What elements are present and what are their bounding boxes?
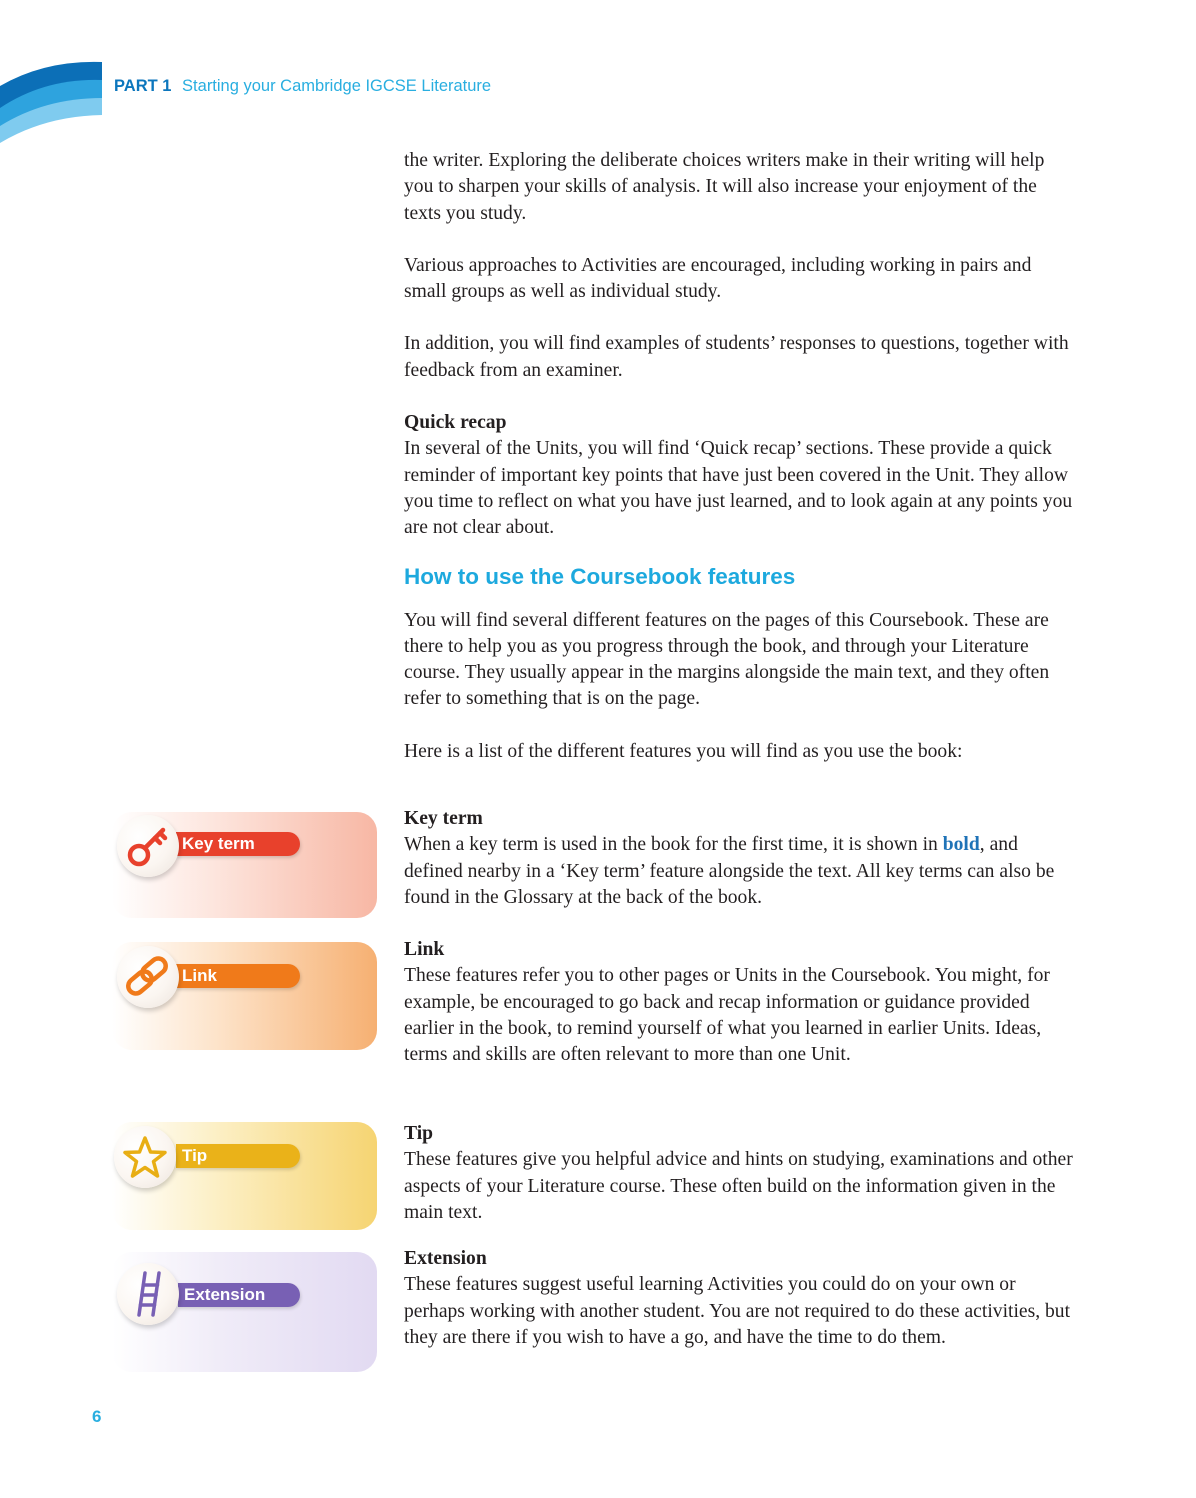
intro-paragraph-3: In addition, you will find examples of students’ responses to questions, together with feedback from an examiner. bbox=[404, 333, 1069, 381]
tip-badge-label: Tip bbox=[176, 1144, 300, 1168]
bold-example-word: bold bbox=[942, 834, 980, 856]
section-title: How to use the Coursebook features bbox=[404, 563, 796, 589]
extension-badge-icon-circle bbox=[117, 1263, 179, 1325]
tip-feature bbox=[404, 1121, 1076, 1226]
quick-recap-body: In several of the Units, you will find ‘Quick recap’ sections. These provide a quick reminder of important key points that have just been covered in the Unit. They allow you time to reflect on what you have just learned, and to look again at any points you are not clear about. bbox=[404, 438, 1073, 539]
page-number: 6 bbox=[92, 1407, 102, 1426]
link-badge-label: Link bbox=[176, 964, 300, 988]
ladder-icon bbox=[117, 1263, 179, 1325]
quick-recap-heading: Quick recap bbox=[404, 412, 507, 434]
key-icon bbox=[117, 815, 179, 877]
extension-heading: Extension bbox=[404, 1248, 487, 1269]
tip-heading: Tip bbox=[404, 1123, 434, 1144]
intro-paragraph-2: Various approaches to Activities are encouraged, including working in pairs and small groups as well as individual study. bbox=[404, 254, 1032, 303]
part-label: PART 1 bbox=[114, 77, 172, 95]
link-heading: Link bbox=[404, 939, 445, 960]
key-term-badge-label: Key term bbox=[176, 832, 300, 856]
extension-badge-label: Extension bbox=[178, 1283, 300, 1307]
header-swoosh-decoration bbox=[0, 58, 102, 148]
link-body: These features refer you to other pages or Units in the Coursebook. You might, for example, be encouraged to go back and recap information or guidance provided earlier in the book, to remind yourself of what you learned in earlier Units. Ideas, terms and skills are often relevant to more than one Unit. bbox=[404, 965, 1050, 1066]
link-feature bbox=[404, 937, 1076, 1068]
tip-badge-icon-circle bbox=[114, 1126, 176, 1188]
main-text bbox=[404, 148, 1076, 791]
section-paragraph-2: Here is a list of the different features you will find as you use the book: bbox=[404, 740, 963, 762]
key-term-feature bbox=[404, 806, 1076, 911]
intro-paragraph-1: the writer. Exploring the deliberate choices writers make in their writing will help you to sharpen your skills of analysis. It will also increase your enjoyment of the texts you study. bbox=[404, 150, 1045, 224]
key-term-heading: Key term bbox=[404, 808, 483, 829]
extension-feature bbox=[404, 1246, 1076, 1351]
key-term-badge-icon-circle bbox=[117, 815, 179, 877]
header-title: Starting your Cambridge IGCSE Literature bbox=[182, 77, 492, 95]
key-term-body: When a key term is used in the book for the first time, it is shown in bold, and defined nearby in a ‘Key term’ feature alongside the text. All key terms can also be found in the Glossary at the back of the book. bbox=[404, 834, 1055, 908]
link-badge-icon-circle bbox=[117, 946, 179, 1008]
section-paragraph-1: You will find several different features on the pages of this Coursebook. These are there to help you as you progress through the book, and through your Literature course. They usually appear in the margins alongside the main text, and they often refer to something that is on the page. bbox=[404, 609, 1050, 710]
tip-body: These features give you helpful advice and hints on studying, examinations and other aspects of your Literature course. These often build on the information given in the main text. bbox=[404, 1149, 1073, 1223]
star-icon bbox=[114, 1126, 176, 1188]
running-header bbox=[114, 77, 491, 96]
chain-link-icon bbox=[117, 946, 179, 1008]
extension-body: These features suggest useful learning Activities you could do on your own or perhaps working with another student. You are not required to do these activities, but they are there if you wish to have a go, and have the time to do them. bbox=[404, 1274, 1071, 1348]
